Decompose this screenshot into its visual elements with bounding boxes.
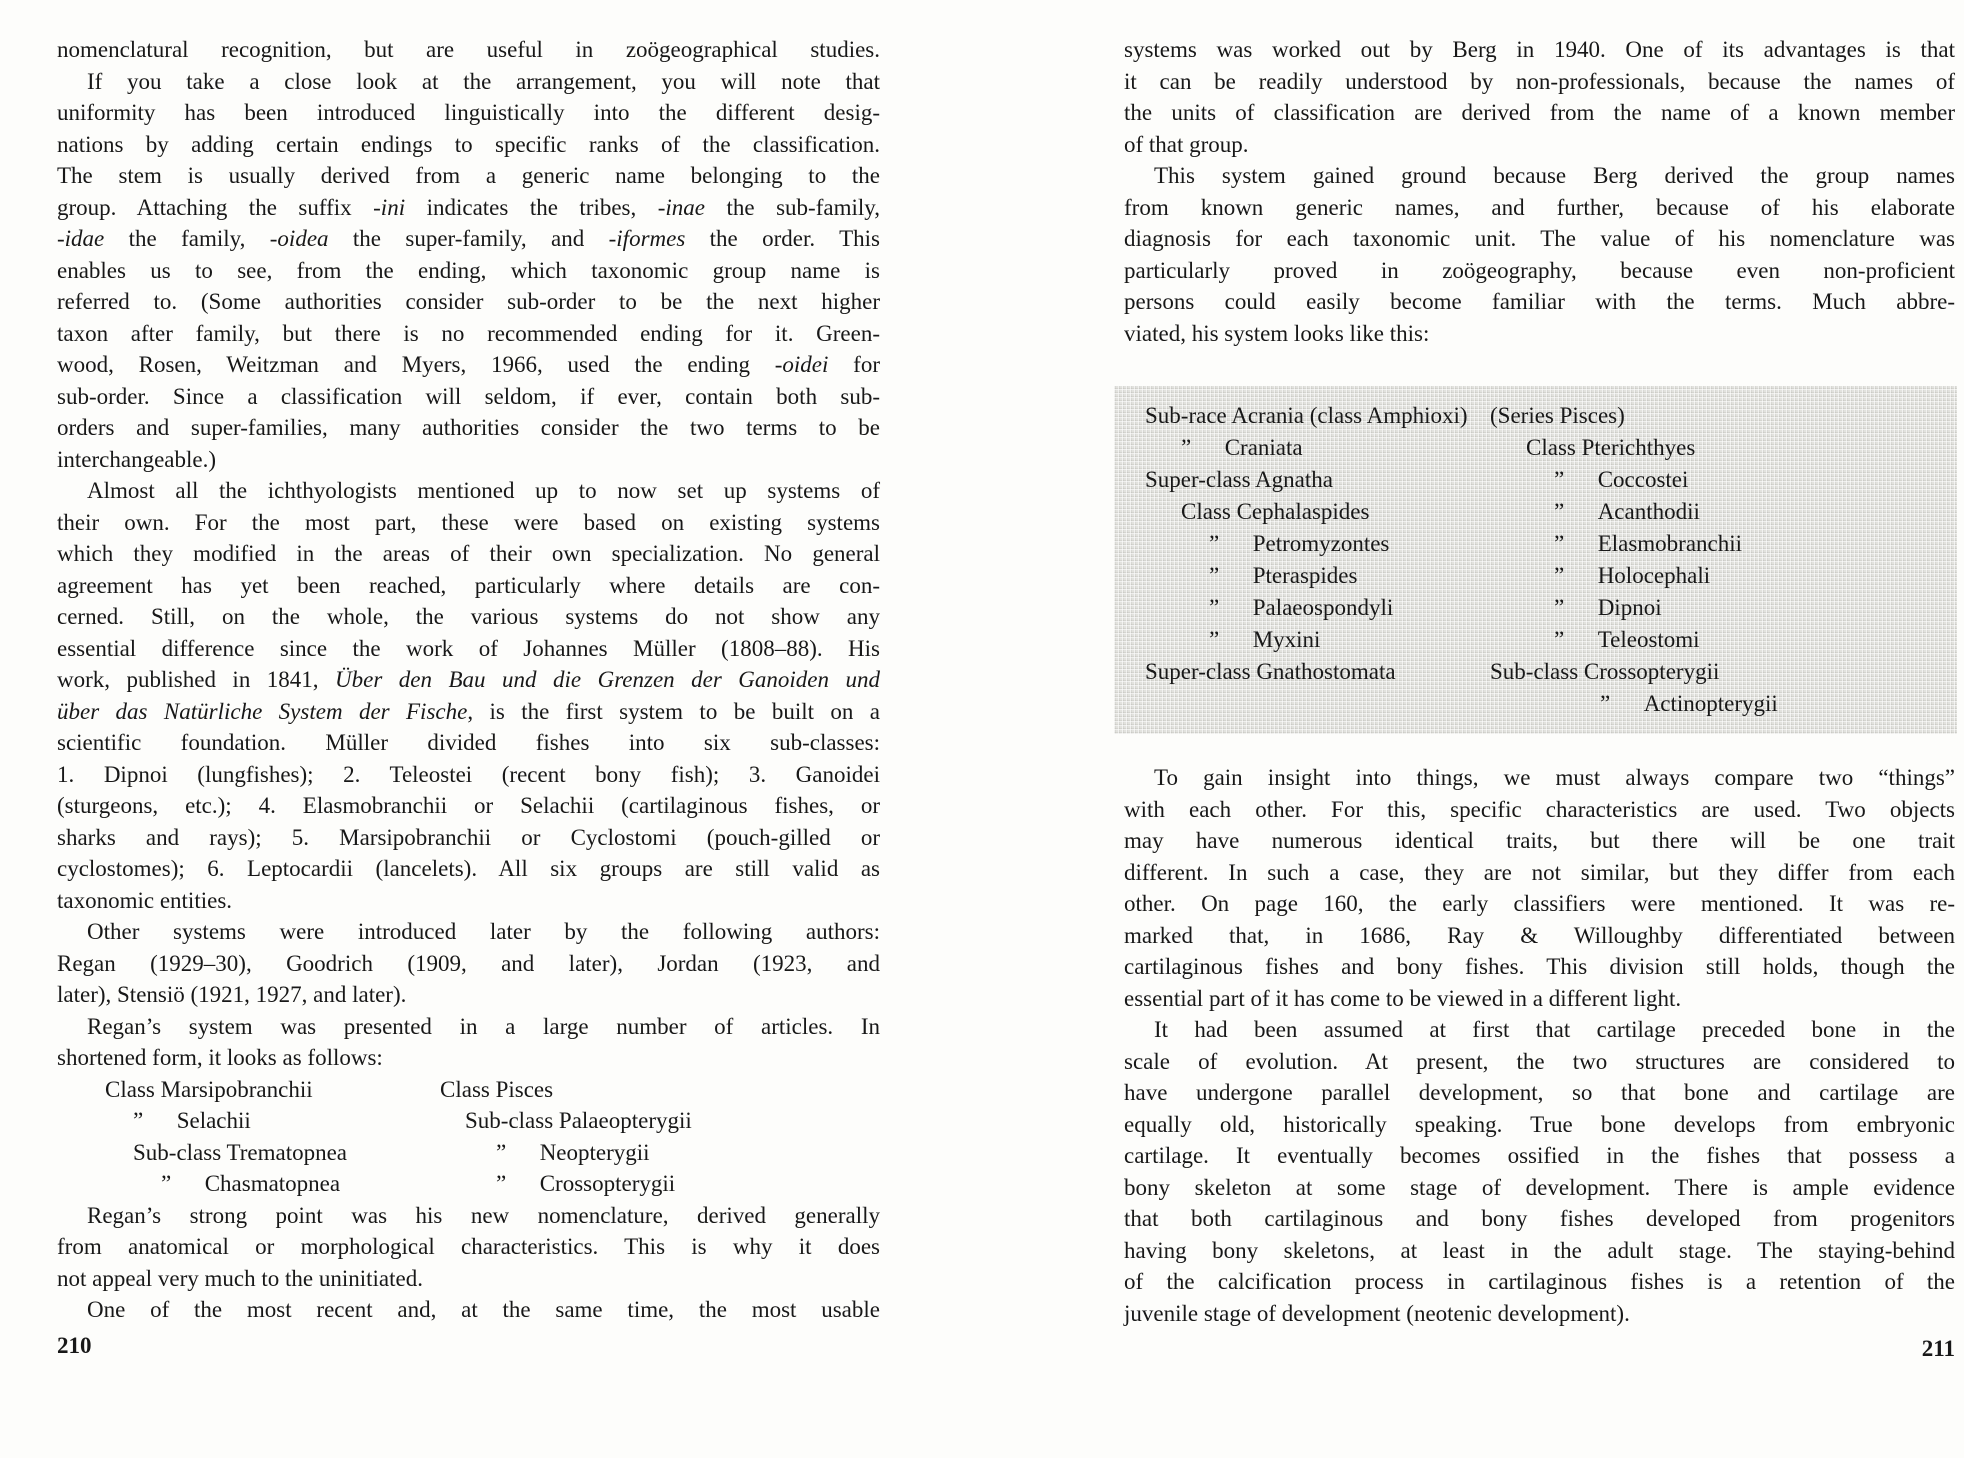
text-segment: interchangeable.) [57,446,216,472]
text-segment: If you take a close look at the arrangement, you will note that [87,68,880,94]
table-row [1145,432,1957,464]
taxon-name: Palaeospondyli [1252,595,1394,620]
table-cell [57,1168,440,1200]
text-line [1124,255,1955,287]
table-cell [1145,432,1490,464]
text-line [1124,66,1955,98]
ditto-mark: ” [496,1139,507,1165]
text-segment: cartilaginous fishes and bony fishes. This division still holds, though the [1124,954,1955,979]
text-line [57,759,880,791]
table-row [1145,656,1957,688]
table-cell [1490,432,1957,464]
italic-text-segment: -oidei [774,352,829,377]
text-line [57,948,880,980]
text-segment: systems was worked out by Berg in 1940. One of its advantages is that [1124,37,1955,62]
text-segment: their own. For the most part, these were based on existing systems [57,509,880,535]
text-line [1124,951,1955,983]
text-segment: from anatomical or morphological characteristics. This is why it does [57,1234,880,1259]
taxon-name: Sub-class Crossopterygii [1490,659,1720,684]
text-line [57,979,880,1011]
text-segment: One of the most recent and, at the same time, the most usable [87,1297,880,1322]
text-line [57,412,880,444]
table-row [57,1168,880,1200]
text-line [57,223,880,255]
ditto-mark: ” [1181,435,1192,460]
table-cell [1490,656,1957,688]
text-line [1124,1140,1955,1172]
text-line [57,1263,880,1295]
text-line [57,349,880,381]
berg-classification-table [1114,386,1957,734]
text-line [1124,318,1955,350]
italic-text-segment: Über den Bau und die Grenzen der Ganoiden und [335,667,880,692]
regan-classification-table [57,1074,880,1200]
text-segment: with each other. For this, specific characteristics are used. Two objects [1124,796,1955,822]
ditto-mark: ” [1209,627,1220,652]
right-page [1124,0,1955,1458]
text-line [57,129,880,161]
italic-text-segment: -idae [57,226,105,251]
text-segment: the order. This [685,226,880,251]
text-line [57,664,880,696]
text-line [57,507,880,539]
text-line [1124,888,1955,920]
text-line [57,570,880,602]
text-segment: Regan’s strong point was his new nomenclature, derived generally [87,1202,880,1228]
ditto-mark: ” [133,1108,144,1133]
text-segment: from known generic names, and further, because of his elaborate [1124,194,1955,220]
text-segment: enables us to see, from the ending, which taxonomic group name is [57,257,880,283]
text-segment: shortened form, it looks as follows: [57,1045,383,1070]
left-page-body-bottom [57,1200,880,1326]
text-line [1124,1203,1955,1235]
table-cell [1145,496,1490,528]
text-segment: have undergone parallel development, so that bone and cartilage are [1124,1080,1955,1105]
table-cell [1490,688,1957,720]
text-line [1124,160,1955,192]
text-line [57,66,880,98]
text-segment: cyclostomes); 6. Leptocardii (lancelets). All six groups are still valid as [57,856,880,881]
table-row [57,1105,880,1137]
taxon-name: Coccostei [1597,467,1689,492]
table-row [1145,496,1957,528]
text-segment: particularly proved in zoögeography, because even non-proficient [1124,257,1955,283]
taxon-name: Sub-class Trematopnea [133,1139,348,1165]
text-segment: which they modified in the areas of their own specialization. No general [57,541,880,566]
taxon-name: Class Pterichthyes [1526,435,1696,460]
text-segment: taxon after family, but there is no recommended ending for it. Green- [57,320,880,346]
table-row [1145,624,1957,656]
italic-text-segment: über das Natürliche System der Fische [57,698,468,724]
table-row [57,1074,880,1106]
text-line [57,885,880,917]
taxon-name: Class Marsipobranchii [105,1076,313,1102]
text-segment: taxonomic entities. [57,887,233,913]
ditto-mark: ” [1600,691,1611,716]
text-line [1124,223,1955,255]
taxon-name: Petromyzontes [1252,531,1390,556]
text-line [57,601,880,633]
text-segment: for [828,352,880,377]
text-segment: juvenile stage of development (neotenic development). [1124,1300,1630,1326]
text-segment: that both cartilaginous and bony fishes developed from progenitors [1124,1206,1955,1231]
text-line [57,1200,880,1232]
text-line [1124,286,1955,318]
text-line [57,381,880,413]
text-segment: cerned. Still, on the whole, the various systems do not show any [57,604,880,629]
table-cell [1490,528,1957,560]
text-segment: , is the first system to be built on a [467,698,880,724]
text-segment: nations by adding certain endings to specific ranks of the classification. [57,131,880,157]
text-line [1124,192,1955,224]
text-line [57,822,880,854]
text-segment: nomenclatural recognition, but are useful in zoögeographical studies. [57,37,880,62]
text-segment: Almost all the ichthyologists mentioned up to now set up systems of [87,478,880,503]
text-segment: essential difference since the work of Johannes Müller (1808–88). His [57,635,880,661]
table-cell [440,1168,880,1200]
text-segment: The stem is usually derived from a generic name belonging to the [57,163,880,188]
text-line [1124,762,1955,794]
text-segment: of that group. [1124,131,1249,157]
table-cell [1145,592,1490,624]
table-row [1145,560,1957,592]
text-segment: bony skeleton at some stage of development. There is ample evidence [1124,1174,1955,1200]
left-page-body-top [57,34,880,1074]
table-cell [1145,624,1490,656]
text-line [57,633,880,665]
taxon-name: Super-class Agnatha [1145,467,1333,492]
table-row [1145,400,1957,432]
text-line [1124,1298,1955,1330]
text-line [57,34,880,66]
text-line [57,160,880,192]
text-segment: the sub-family, [705,194,880,220]
text-line [1124,1109,1955,1141]
text-segment: group. Attaching the suffix [57,194,374,220]
text-segment: Other systems were introduced later by the following authors: [87,919,880,944]
text-line [1124,1077,1955,1109]
table-row [57,1137,880,1169]
ditto-mark: ” [1554,627,1565,652]
text-segment: the family, [104,226,270,251]
right-page-body [1124,762,1955,1329]
taxon-name: Class Cephalaspides [1181,499,1370,524]
table-cell [440,1137,880,1169]
text-line [57,790,880,822]
text-line [57,696,880,728]
taxon-name: Dipnoi [1597,595,1662,620]
text-segment: 1. Dipnoi (lungfishes); 2. Teleostei (recent bony fish); 3. Ganoidei [57,761,880,787]
ditto-mark: ” [1554,467,1565,492]
ditto-mark: ” [1209,563,1220,588]
taxon-name: Elasmobranchii [1597,531,1743,556]
text-segment: other. On page 160, the early classifiers were mentioned. It was re- [1124,891,1955,916]
taxon-name: Pteraspides [1252,563,1358,588]
text-line [57,538,880,570]
table-row [1145,528,1957,560]
right-page-number: 211 [1921,1336,1955,1361]
taxon-name: Crossopterygii [539,1171,676,1196]
text-line [57,318,880,350]
ditto-mark: ” [161,1171,172,1196]
table-cell [1145,688,1490,720]
table-cell [1490,464,1957,496]
table-cell [1490,592,1957,624]
text-segment: different. In such a case, they are not similar, but they differ from each [1124,859,1955,885]
table-cell [1145,560,1490,592]
text-segment: the super-family, and [328,226,609,251]
table-cell [1490,400,1957,432]
text-segment: essential part of it has come to be viewed in a different light. [1124,985,1682,1011]
text-line [57,286,880,318]
text-line [57,475,880,507]
text-segment: cartilage. It eventually becomes ossified in the fishes that possess a [1124,1143,1955,1168]
text-line [1124,825,1955,857]
text-line [1124,794,1955,826]
text-segment: viated, his system looks like this: [1124,320,1430,346]
text-segment: later), Stensiö (1921, 1927, and later). [57,982,407,1007]
table-cell [1145,400,1490,432]
taxon-name: Super-class Gnathostomata [1145,659,1396,684]
text-segment: scale of evolution. At present, the two structures are considered to [1124,1048,1955,1074]
ditto-mark: ” [1209,595,1220,620]
text-segment: diagnosis for each taxonomic unit. The value of his nomenclature was [1124,226,1955,251]
text-line [57,1294,880,1326]
text-segment: agreement has yet been reached, particularly where details are con- [57,572,880,598]
italic-text-segment: -ini [373,194,406,220]
table-cell [1145,528,1490,560]
text-line [57,916,880,948]
ditto-mark: ” [1554,563,1565,588]
taxon-name: Chasmatopnea [204,1171,341,1196]
table-cell [440,1105,880,1137]
text-segment: scientific foundation. Müller divided fishes into six sub-classes: [57,730,880,755]
text-segment: (sturgeons, etc.); 4. Elasmobranchii or Selachii (cartilaginous fishes, or [57,793,880,818]
text-segment: equally old, historically speaking. True bone develops from embryonic [1124,1111,1955,1137]
table-cell [57,1137,440,1169]
text-segment: This system gained ground because Berg derived the group names [1154,163,1955,188]
ditto-mark: ” [1209,531,1220,556]
right-page-intro [1124,34,1955,349]
text-segment: the units of classification are derived from the name of a known member [1124,100,1955,125]
ditto-mark: ” [496,1171,507,1196]
text-line [1124,34,1955,66]
text-line [1124,1172,1955,1204]
left-page-number: 210 [57,1332,92,1358]
text-line [1124,983,1955,1015]
table-cell [57,1074,440,1106]
taxon-name: Selachii [176,1108,251,1133]
ditto-mark: ” [1554,595,1565,620]
table-cell [1145,464,1490,496]
taxon-name: Acanthodii [1597,499,1700,524]
text-segment: To gain insight into things, we must always compare two “things” [1154,765,1955,790]
italic-text-segment: -iformes [608,226,686,251]
taxon-name: Class Pisces [440,1076,554,1102]
text-line [57,255,880,287]
text-segment: indicates the tribes, [405,194,658,220]
text-line [1124,857,1955,889]
taxon-name: Neopterygii [539,1139,650,1165]
text-line [57,1231,880,1263]
text-segment: not appeal very much to the uninitiated. [57,1265,423,1291]
text-segment: marked that, in 1686, Ray & Willoughby differentiated between [1124,922,1955,948]
text-segment: Regan (1929–30), Goodrich (1909, and later), Jordan (1923, and [57,950,880,976]
text-line [57,444,880,476]
italic-text-segment: -oidea [269,226,329,251]
table-cell [440,1074,880,1106]
text-segment: uniformity has been introduced linguistically into the different desig- [57,100,880,125]
left-page [57,0,880,1458]
taxon-name: Actinopterygii [1643,691,1778,716]
text-segment: sub-order. Since a classification will seldom, if ever, contain both sub- [57,383,880,409]
text-line [1124,1266,1955,1298]
text-line [57,97,880,129]
text-segment: may have numerous identical traits, but there will be one trait [1124,828,1955,853]
taxon-name: Myxini [1252,627,1321,652]
table-row [1145,464,1957,496]
text-segment: work, published in 1841, [57,667,336,692]
text-line [1124,129,1955,161]
text-segment: having bony skeletons, at least in the adult stage. The staying-behind [1124,1237,1955,1263]
table-cell [57,1105,440,1137]
taxon-name: Craniata [1224,435,1303,460]
text-segment: orders and super-families, many authorities consider the two terms to be [57,415,880,440]
taxon-name: Sub-race Acrania (class Amphioxi) [1145,403,1468,428]
ditto-mark: ” [1554,499,1565,524]
table-row [1145,592,1957,624]
text-line [57,1042,880,1074]
taxon-name: Sub-class Palaeopterygii [465,1108,692,1133]
table-cell [1490,624,1957,656]
table-cell [1145,656,1490,688]
text-segment: Regan’s system was presented in a large number of articles. In [87,1013,880,1039]
text-line [1124,1046,1955,1078]
table-row [1145,688,1957,720]
text-line [1124,97,1955,129]
italic-text-segment: -inae [657,194,706,220]
text-segment: It had been assumed at first that cartilage preceded bone in the [1154,1017,1955,1042]
table-cell [1490,496,1957,528]
taxon-name: Holocephali [1597,563,1711,588]
text-segment: persons could easily become familiar with the terms. Much abbre- [1124,289,1955,314]
text-segment: referred to. (Some authorities consider sub-order to be the next higher [57,289,880,314]
text-line [1124,1235,1955,1267]
text-segment: sharks and rays); 5. Marsipobranchii or Cyclostomi (pouch-gilled or [57,824,880,850]
table-cell [1490,560,1957,592]
taxon-name: (Series Pisces) [1490,403,1625,428]
text-line [57,853,880,885]
text-segment: of the calcification process in cartilaginous fishes is a retention of the [1124,1269,1955,1294]
text-segment: it can be readily understood by non-professionals, because the names of [1124,68,1955,94]
ditto-mark: ” [1554,531,1565,556]
taxon-name: Teleostomi [1597,627,1700,652]
text-line [57,1011,880,1043]
text-segment: wood, Rosen, Weitzman and Myers, 1966, used the ending [57,352,775,377]
text-line [1124,920,1955,952]
text-line [1124,1014,1955,1046]
text-line [57,727,880,759]
text-line [57,192,880,224]
